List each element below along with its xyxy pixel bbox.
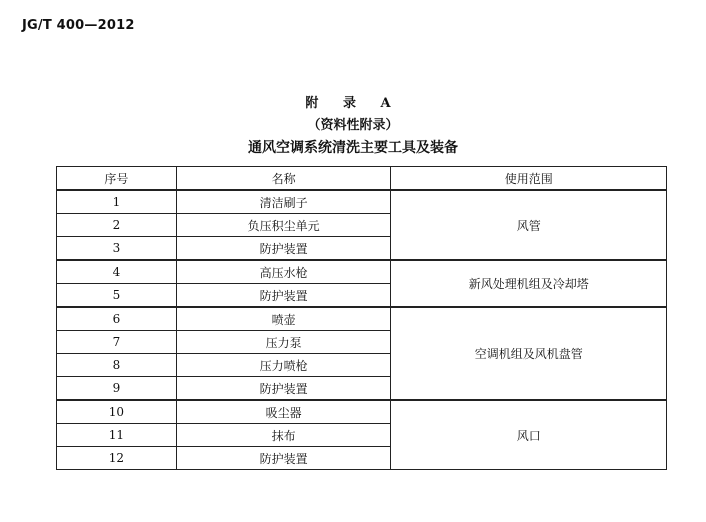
usage-range: 风管 — [391, 190, 667, 260]
tool-name: 防护装置 — [176, 237, 391, 261]
tool-name: 压力泵 — [176, 331, 391, 354]
row-number: 11 — [57, 424, 177, 447]
tool-name: 清洁刷子 — [176, 190, 391, 214]
table-caption: 通风空调系统清洗主要工具及装备 — [248, 140, 458, 156]
tool-name: 喷壶 — [176, 307, 391, 331]
column-header-no: 序号 — [57, 167, 177, 191]
row-number: 5 — [57, 284, 177, 308]
row-number: 2 — [57, 214, 177, 237]
tool-name: 高压水枪 — [176, 260, 391, 284]
row-number: 9 — [57, 377, 177, 401]
annex-title: 附 录 A — [305, 96, 401, 111]
standard-number: JG/T 400—2012 — [22, 18, 135, 33]
usage-range: 新风处理机组及冷却塔 — [391, 260, 667, 307]
tool-name: 吸尘器 — [176, 400, 391, 424]
annex-subtitle: （资料性附录） — [307, 118, 399, 133]
column-header-name: 名称 — [176, 167, 391, 191]
row-number: 10 — [57, 400, 177, 424]
usage-range: 风口 — [391, 400, 667, 470]
column-header-range: 使用范围 — [391, 167, 667, 191]
usage-range: 空调机组及风机盘管 — [391, 307, 667, 400]
table-row — [57, 400, 667, 424]
tool-name: 压力喷枪 — [176, 354, 391, 377]
tools-table — [56, 166, 667, 470]
tool-name: 负压积尘单元 — [176, 214, 391, 237]
row-number: 6 — [57, 307, 177, 331]
row-number: 12 — [57, 447, 177, 470]
row-number: 8 — [57, 354, 177, 377]
tool-name: 防护装置 — [176, 377, 391, 401]
table-row — [57, 190, 667, 214]
tool-name: 防护装置 — [176, 284, 391, 308]
row-number: 4 — [57, 260, 177, 284]
row-number: 3 — [57, 237, 177, 261]
tool-name: 防护装置 — [176, 447, 391, 470]
row-number: 1 — [57, 190, 177, 214]
table-row — [57, 260, 667, 284]
tool-name: 抹布 — [176, 424, 391, 447]
table-row — [57, 307, 667, 331]
row-number: 7 — [57, 331, 177, 354]
table-header-row — [57, 167, 667, 191]
